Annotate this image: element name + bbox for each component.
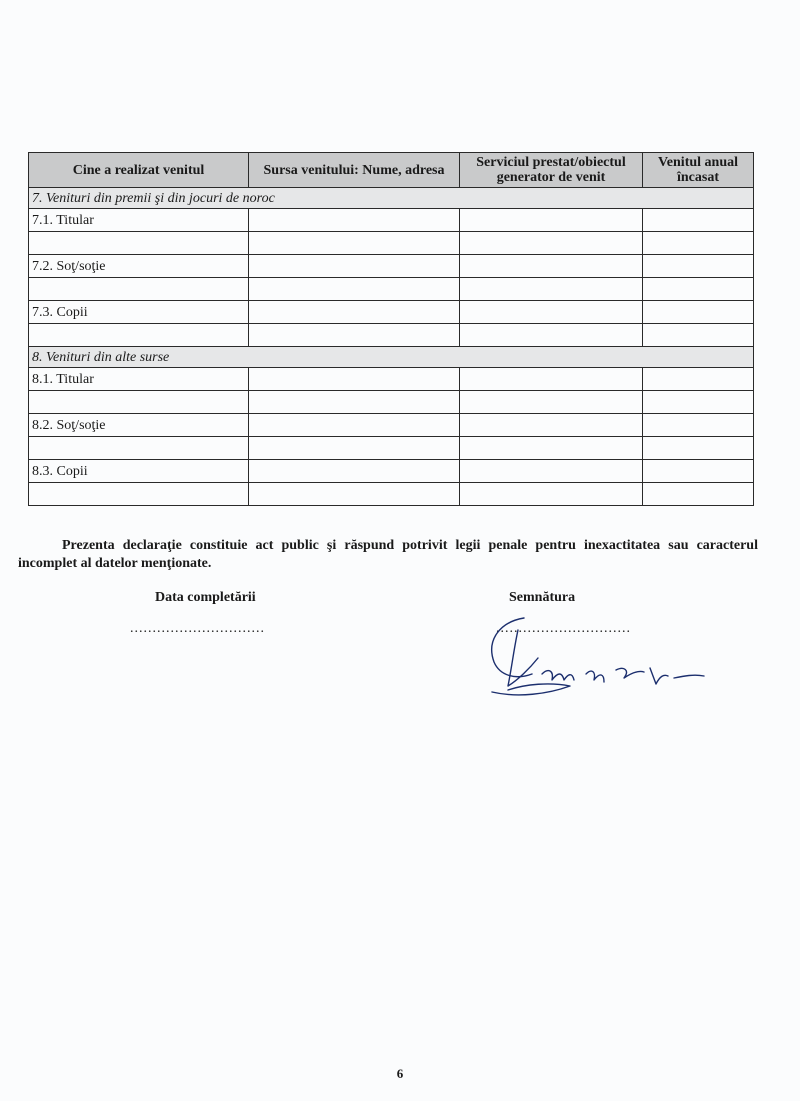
cell (643, 301, 754, 324)
table-row-blank (29, 232, 754, 255)
cell (249, 391, 460, 414)
cell (29, 232, 249, 255)
cell (460, 324, 643, 347)
row-label: 8.2. Soţ/soţie (29, 414, 249, 437)
signature-line: .............................. (496, 621, 631, 636)
cell (643, 368, 754, 391)
cell (249, 460, 460, 483)
cell (249, 368, 460, 391)
row-label: 8.1. Titular (29, 368, 249, 391)
cell (643, 437, 754, 460)
table-row (29, 255, 754, 278)
cell (29, 391, 249, 414)
cell (643, 232, 754, 255)
cell (460, 391, 643, 414)
cell (249, 324, 460, 347)
cell (460, 483, 643, 506)
cell (643, 209, 754, 232)
cell (249, 209, 460, 232)
row-label: 8.3. Copii (29, 460, 249, 483)
table-row-blank (29, 278, 754, 301)
cell (249, 483, 460, 506)
header-source: Sursa venitului: Nume, adresa (249, 153, 460, 188)
table-row (29, 368, 754, 391)
cell (460, 437, 643, 460)
section-title: 8. Venituri din alte surse (29, 347, 754, 368)
row-label: 7.1. Titular (29, 209, 249, 232)
header-service: Serviciul prestat/obiectul generator de venit (460, 153, 643, 188)
cell (249, 232, 460, 255)
table-row (29, 301, 754, 324)
cell (249, 301, 460, 324)
cell (460, 255, 643, 278)
date-line: .............................. (130, 621, 265, 636)
cell (460, 368, 643, 391)
income-table (28, 152, 754, 506)
cell (643, 460, 754, 483)
cell (249, 255, 460, 278)
table-row (29, 460, 754, 483)
date-label: Data completării (155, 590, 256, 605)
row-label: 7.2. Soţ/soţie (29, 255, 249, 278)
table-row-blank (29, 437, 754, 460)
table-header-row (29, 153, 754, 188)
signature-label: Semnătura (509, 590, 576, 605)
cell (249, 414, 460, 437)
cell (249, 437, 460, 460)
cell (460, 414, 643, 437)
table-row (29, 414, 754, 437)
cell (460, 232, 643, 255)
section-row (29, 347, 754, 368)
handwritten-signature (478, 610, 708, 705)
table-row-blank (29, 483, 754, 506)
cell (460, 460, 643, 483)
cell (29, 324, 249, 347)
cell (643, 255, 754, 278)
cell (249, 278, 460, 301)
header-who: Cine a realizat venitul (29, 153, 249, 188)
table-row (29, 209, 754, 232)
row-label: 7.3. Copii (29, 301, 249, 324)
cell (643, 414, 754, 437)
declaration-statement: Prezenta declaraţie constituie act public şi răspund potrivit legii penale pentru inexactitatea sau caracterul incomplet al datelor menţionate. (18, 538, 758, 571)
table-row-blank (29, 324, 754, 347)
cell (460, 278, 643, 301)
cell (29, 483, 249, 506)
page-number: 6 (396, 1066, 404, 1081)
cell (643, 324, 754, 347)
section-title: 7. Venituri din premii şi din jocuri de noroc (29, 188, 754, 209)
cell (460, 301, 643, 324)
cell (29, 437, 249, 460)
cell (29, 278, 249, 301)
table-row-blank (29, 391, 754, 414)
cell (643, 278, 754, 301)
cell (643, 483, 754, 506)
cell (643, 391, 754, 414)
cell (460, 209, 643, 232)
section-row (29, 188, 754, 209)
header-annual-income: Venitul anual încasat (643, 153, 754, 188)
